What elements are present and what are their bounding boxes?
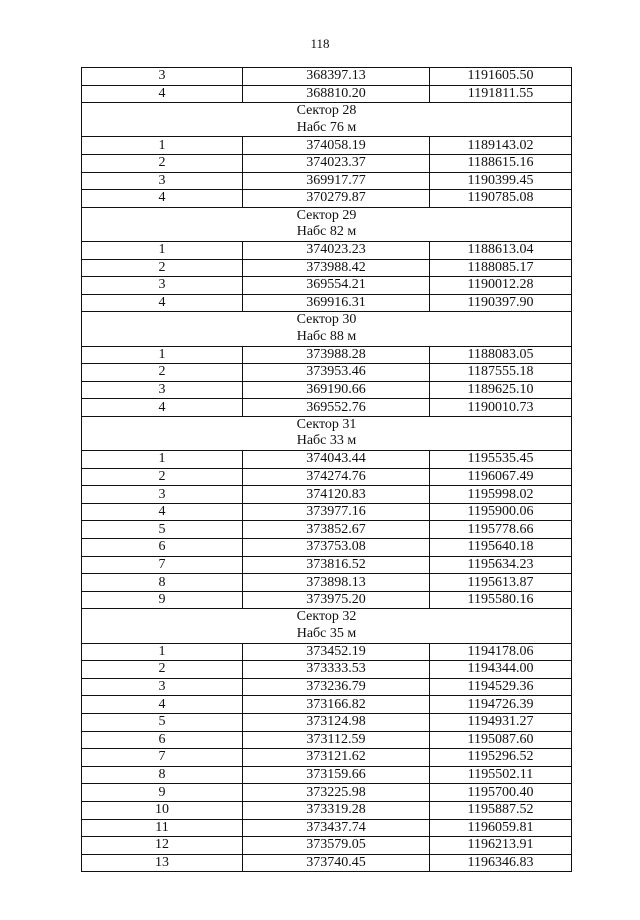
point-number-cell: 3 [82,277,243,295]
sector-header-row [82,103,572,137]
table-row [82,381,572,399]
table-row [82,749,572,767]
y-coordinate-cell: 1189625.10 [430,381,572,399]
x-coordinate-cell: 374274.76 [243,468,430,486]
table-row [82,731,572,749]
point-number-cell: 2 [82,661,243,679]
x-coordinate-cell: 373319.28 [243,801,430,819]
y-coordinate-cell: 1188083.05 [430,346,572,364]
x-coordinate-cell: 373452.19 [243,643,430,661]
sector-height: Набс 33 м [296,433,357,449]
point-number-cell: 1 [82,241,243,259]
point-number-cell: 4 [82,190,243,208]
y-coordinate-cell: 1195700.40 [430,784,572,802]
x-coordinate-cell: 374023.37 [243,154,430,172]
y-coordinate-cell: 1190012.28 [430,277,572,295]
point-number-cell: 4 [82,294,243,312]
y-coordinate-cell: 1191811.55 [430,85,572,103]
y-coordinate-cell: 1195535.45 [430,451,572,469]
x-coordinate-cell: 374043.44 [243,451,430,469]
table-row [82,854,572,872]
y-coordinate-cell: 1194344.00 [430,661,572,679]
y-coordinate-cell: 1195887.52 [430,801,572,819]
y-coordinate-cell: 1195580.16 [430,591,572,609]
table-row [82,661,572,679]
x-coordinate-cell: 373988.28 [243,346,430,364]
point-number-cell: 8 [82,766,243,784]
y-coordinate-cell: 1196346.83 [430,854,572,872]
y-coordinate-cell: 1195998.02 [430,486,572,504]
point-number-cell: 2 [82,259,243,277]
coordinates-table [81,67,572,872]
x-coordinate-cell: 370279.87 [243,190,430,208]
point-number-cell: 3 [82,172,243,190]
y-coordinate-cell: 1188613.04 [430,241,572,259]
table-row [82,468,572,486]
table-row [82,364,572,382]
table-row [82,819,572,837]
table-row [82,259,572,277]
y-coordinate-cell: 1194529.36 [430,678,572,696]
y-coordinate-cell: 1190010.73 [430,399,572,417]
y-coordinate-cell: 1195900.06 [430,503,572,521]
y-coordinate-cell: 1190397.90 [430,294,572,312]
point-number-cell: 3 [82,381,243,399]
x-coordinate-cell: 373977.16 [243,503,430,521]
x-coordinate-cell: 369916.31 [243,294,430,312]
table-row [82,766,572,784]
y-coordinate-cell: 1196059.81 [430,819,572,837]
y-coordinate-cell: 1191605.50 [430,68,572,86]
x-coordinate-cell: 373166.82 [243,696,430,714]
y-coordinate-cell: 1195640.18 [430,539,572,557]
y-coordinate-cell: 1190785.08 [430,190,572,208]
y-coordinate-cell: 1195502.11 [430,766,572,784]
sector-header-row [82,312,572,346]
table-row [82,85,572,103]
point-number-cell: 1 [82,643,243,661]
y-coordinate-cell: 1195087.60 [430,731,572,749]
point-number-cell: 1 [82,346,243,364]
point-number-cell: 4 [82,85,243,103]
table-row [82,591,572,609]
sector-header-cell [82,207,572,241]
table-row [82,68,572,86]
x-coordinate-cell: 373579.05 [243,837,430,855]
x-coordinate-cell: 369190.66 [243,381,430,399]
table-row [82,837,572,855]
y-coordinate-cell: 1189143.02 [430,137,572,155]
x-coordinate-cell: 373121.62 [243,749,430,767]
point-number-cell: 4 [82,696,243,714]
point-number-cell: 9 [82,591,243,609]
table-row [82,539,572,557]
table-row [82,137,572,155]
point-number-cell: 5 [82,521,243,539]
y-coordinate-cell: 1196067.49 [430,468,572,486]
x-coordinate-cell: 373333.53 [243,661,430,679]
sector-height: Набс 76 м [296,119,357,135]
y-coordinate-cell: 1187555.18 [430,364,572,382]
point-number-cell: 5 [82,713,243,731]
table-row [82,399,572,417]
point-number-cell: 3 [82,68,243,86]
y-coordinate-cell: 1196213.91 [430,837,572,855]
point-number-cell: 13 [82,854,243,872]
sector-header-cell [82,103,572,137]
x-coordinate-cell: 373225.98 [243,784,430,802]
x-coordinate-cell: 368397.13 [243,68,430,86]
table-row [82,172,572,190]
x-coordinate-cell: 373236.79 [243,678,430,696]
point-number-cell: 1 [82,137,243,155]
x-coordinate-cell: 374023.23 [243,241,430,259]
table-row [82,678,572,696]
y-coordinate-cell: 1190399.45 [430,172,572,190]
point-number-cell: 11 [82,819,243,837]
sector-header-row [82,416,572,450]
sector-header-row [82,609,572,643]
x-coordinate-cell: 373753.08 [243,539,430,557]
y-coordinate-cell: 1188615.16 [430,154,572,172]
x-coordinate-cell: 373437.74 [243,819,430,837]
table-row [82,294,572,312]
y-coordinate-cell: 1194931.27 [430,713,572,731]
x-coordinate-cell: 373740.45 [243,854,430,872]
x-coordinate-cell: 373953.46 [243,364,430,382]
page-number: 118 [310,36,330,51]
point-number-cell: 1 [82,451,243,469]
point-number-cell: 12 [82,837,243,855]
x-coordinate-cell: 373159.66 [243,766,430,784]
table-row [82,574,572,592]
point-number-cell: 2 [82,154,243,172]
table-row [82,696,572,714]
y-coordinate-cell: 1188085.17 [430,259,572,277]
table-row [82,713,572,731]
sector-title: Сектор 32 [296,609,357,625]
x-coordinate-cell: 368810.20 [243,85,430,103]
y-coordinate-cell: 1195613.87 [430,574,572,592]
sector-header-cell [82,609,572,643]
point-number-cell: 6 [82,731,243,749]
point-number-cell: 2 [82,364,243,382]
y-coordinate-cell: 1195296.52 [430,749,572,767]
point-number-cell: 10 [82,801,243,819]
point-number-cell: 2 [82,468,243,486]
table-row [82,784,572,802]
x-coordinate-cell: 373975.20 [243,591,430,609]
table-row [82,486,572,504]
sector-header-cell [82,416,572,450]
sector-header-row [82,207,572,241]
x-coordinate-cell: 373124.98 [243,713,430,731]
sector-title: Сектор 28 [296,103,357,119]
y-coordinate-cell: 1194726.39 [430,696,572,714]
x-coordinate-cell: 373988.42 [243,259,430,277]
sector-title: Сектор 29 [296,207,357,223]
x-coordinate-cell: 369917.77 [243,172,430,190]
y-coordinate-cell: 1195634.23 [430,556,572,574]
point-number-cell: 8 [82,574,243,592]
sector-height: Набс 82 м [296,224,357,240]
table-row [82,451,572,469]
sector-height: Набс 88 м [296,328,357,344]
table-row [82,154,572,172]
point-number-cell: 9 [82,784,243,802]
y-coordinate-cell: 1194178.06 [430,643,572,661]
x-coordinate-cell: 373112.59 [243,731,430,749]
x-coordinate-cell: 373852.67 [243,521,430,539]
y-coordinate-cell: 1195778.66 [430,521,572,539]
table-row [82,801,572,819]
point-number-cell: 7 [82,749,243,767]
point-number-cell: 3 [82,486,243,504]
table-row [82,521,572,539]
sector-header-cell [82,312,572,346]
point-number-cell: 7 [82,556,243,574]
point-number-cell: 3 [82,678,243,696]
x-coordinate-cell: 373816.52 [243,556,430,574]
table-row [82,346,572,364]
x-coordinate-cell: 369554.21 [243,277,430,295]
sector-title: Сектор 31 [296,416,357,432]
point-number-cell: 4 [82,399,243,417]
table-row [82,241,572,259]
point-number-cell: 6 [82,539,243,557]
table-row [82,190,572,208]
table-row [82,503,572,521]
x-coordinate-cell: 374058.19 [243,137,430,155]
sector-title: Сектор 30 [296,312,357,328]
sector-height: Набс 35 м [296,626,357,641]
table-row [82,277,572,295]
point-number-cell: 4 [82,503,243,521]
x-coordinate-cell: 369552.76 [243,399,430,417]
x-coordinate-cell: 374120.83 [243,486,430,504]
coordinates-table-body [82,68,572,872]
table-row [82,556,572,574]
x-coordinate-cell: 373898.13 [243,574,430,592]
table-row [82,643,572,661]
